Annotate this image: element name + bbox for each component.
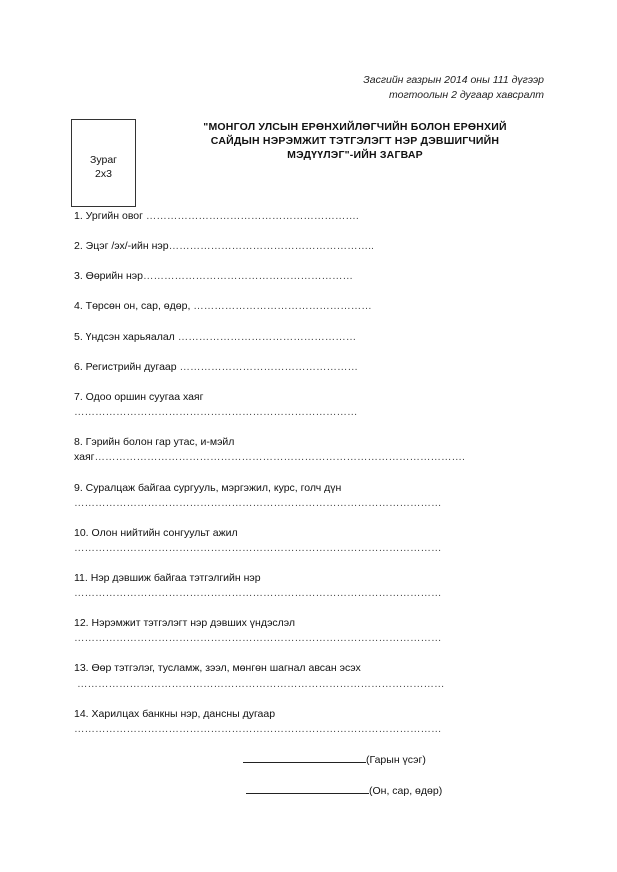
document-title (170, 120, 540, 162)
signature-line[interactable] (243, 752, 366, 763)
field-phone-email[interactable] (74, 450, 465, 464)
fill-in-dots[interactable]: ………………………………………………….. (168, 240, 374, 252)
fill-in-dots[interactable]: …………………………………………… (177, 331, 357, 343)
field-current-address-dots[interactable]: ……………………………………………………………………… (74, 406, 358, 418)
field-label: 4. Төрсөн он, сар, өдөр, (74, 300, 194, 312)
field-school-label: 9. Суралцаж байгаа сургууль, мэргэжил, курс, голч дүн (74, 482, 342, 494)
date-line[interactable] (246, 783, 369, 794)
field-public-position-label: 10. Олон нийтийн сонгуульт ажил (74, 527, 238, 539)
field-father-mother-name[interactable] (74, 239, 374, 253)
field-register-number[interactable] (74, 360, 358, 374)
header-note-line-2: тогтоолын 2 дугаар хавсралт (389, 89, 544, 101)
field-nationality[interactable] (74, 330, 356, 344)
field-bank-account-label: 14. Харилцах банкны нэр, дансны дугаар (74, 708, 276, 720)
field-label: 2. Эцэг /эх/-ийн нэр (74, 240, 169, 252)
fill-in-dots[interactable]: …………………………………………………… (142, 270, 353, 282)
field-label: 5. Үндсэн харьяалал (74, 331, 178, 343)
title-line-2: САЙДЫН НЭРЭМЖИТ ТЭТГЭЛЭГТ НЭР ДЭВШИГЧИЙН (210, 135, 500, 147)
signature-label: (Гарын үсэг) (366, 754, 426, 766)
fill-in-dots[interactable]: …………………………………………… (193, 300, 372, 312)
field-birth-date[interactable] (74, 299, 372, 313)
field-nomination-basis-label: 12. Нэрэмжит тэтгэлэгт нэр дэвших үндэслэл (74, 617, 296, 629)
fill-in-dots[interactable]: …………………………………………… (179, 361, 359, 373)
field-label-continued: хаяг (74, 451, 95, 463)
field-other-grants-dots[interactable]: …………………………………………………………………………………………… (77, 678, 445, 690)
fill-in-dots[interactable]: ……………………………………………………………………………………………. (94, 451, 465, 463)
field-scholarship-name-label: 11. Нэр дэвшиж байгаа тэтгэлгийн нэр (74, 572, 261, 584)
title-line-1: "МОНГОЛ УЛСЫН ЕРӨНХИЙЛӨГЧИЙН БОЛОН ЕРӨНХИЙ (203, 121, 507, 133)
field-current-address-label: 7. Одоо оршин суугаа хаяг (74, 391, 204, 403)
date-label: (Он, сар, өдөр) (369, 785, 443, 797)
title-line-3: МЭДҮҮЛЭГ"-ИЙН ЗАГВАР (287, 149, 423, 161)
field-label: 3. Өөрийн нэр (74, 270, 143, 282)
fill-in-dots[interactable]: ……………………………………………………. (145, 210, 359, 222)
signature-row (243, 752, 426, 766)
field-own-name[interactable] (74, 269, 353, 283)
field-school-dots[interactable]: …………………………………………………………………………………………… (74, 497, 442, 509)
field-surname[interactable] (74, 209, 359, 223)
field-nomination-basis-dots[interactable]: …………………………………………………………………………………………… (74, 632, 442, 644)
field-label: 1. Ургийн овог (74, 210, 146, 222)
field-bank-account-dots[interactable]: …………………………………………………………………………………………… (74, 723, 442, 735)
header-note (363, 73, 544, 103)
photo-size: 2х3 (95, 168, 112, 180)
header-note-line-1: Засгийн газрын 2014 оны 111 дүгээр (363, 74, 544, 86)
field-label: 6. Регистрийн дугаар (74, 361, 180, 373)
field-phone-email-label: 8. Гэрийн болон гар утас, и-мэйл (74, 436, 235, 448)
field-other-grants-label: 13. Өөр тэтгэлэг, тусламж, зээл, мөнгөн шагнал авсан эсэх (74, 662, 361, 674)
field-public-position-dots[interactable]: …………………………………………………………………………………………… (74, 542, 442, 554)
field-scholarship-name-dots[interactable]: …………………………………………………………………………………………… (74, 587, 442, 599)
photo-placeholder-box (71, 119, 136, 207)
date-row (246, 783, 442, 797)
photo-label: Зураг (90, 154, 117, 166)
